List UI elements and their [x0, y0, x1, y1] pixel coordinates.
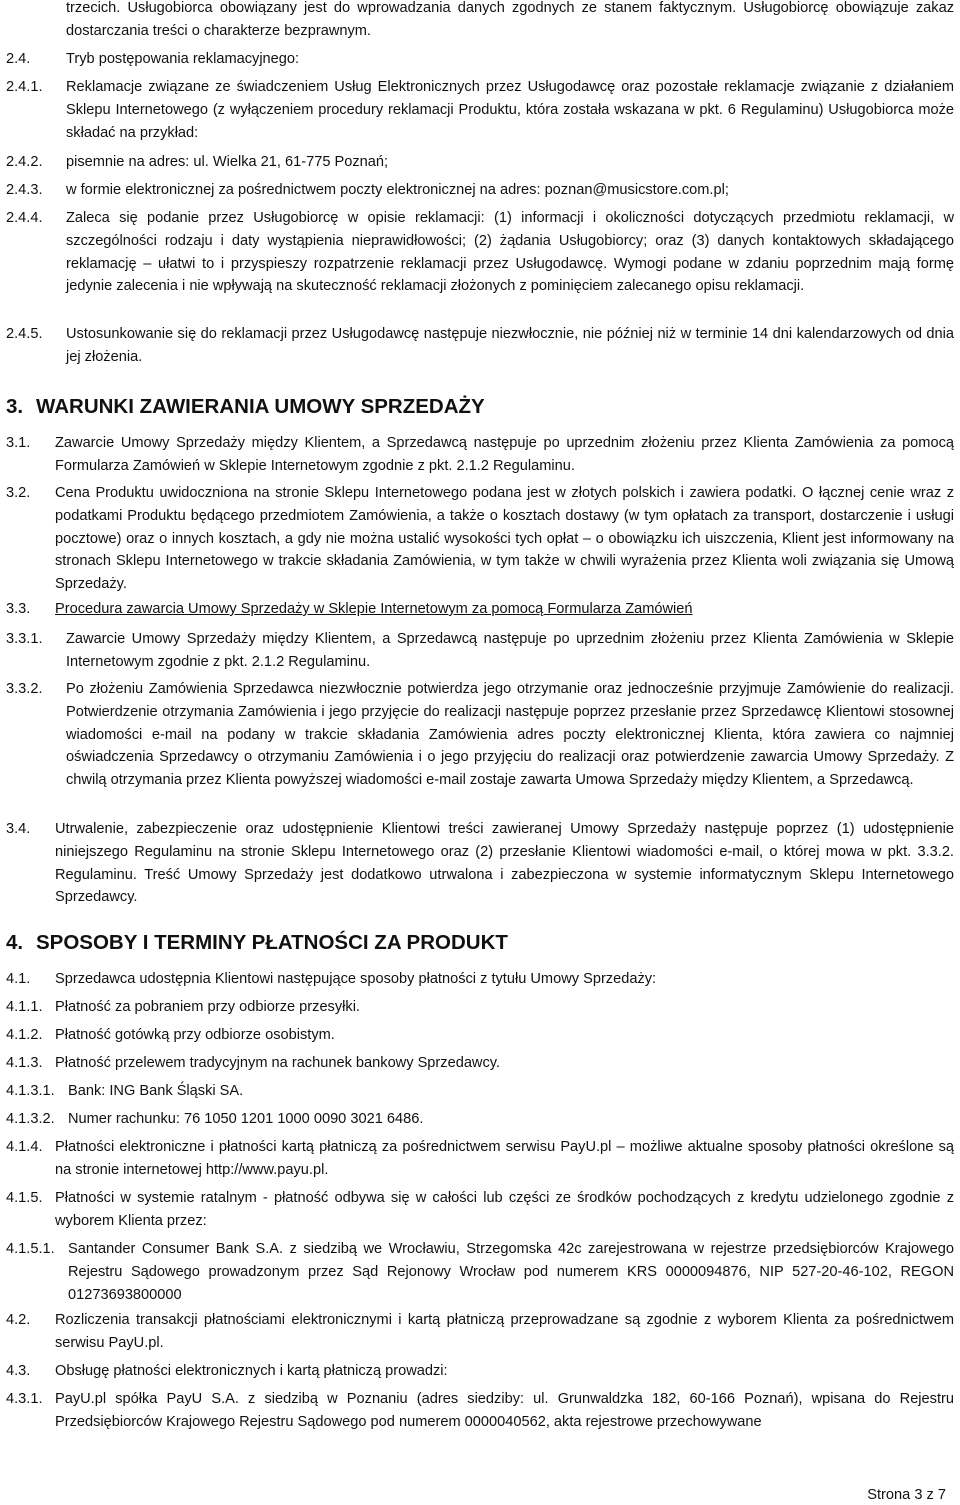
clause-number: 3.3. — [6, 601, 31, 617]
clause-2-4-4 — [0, 207, 960, 298]
clause-number: 4.1.3. — [6, 1055, 43, 1071]
clause-title: Procedura zawarcia Umowy Sprzedaży w Sklepie Internetowym za pomocą Formularza Zamówień — [55, 601, 693, 617]
section-heading-3 — [6, 394, 485, 420]
clause-4-1-2 — [0, 1024, 960, 1047]
clause-4-1-3-2 — [0, 1108, 960, 1131]
clause-4-1-3 — [0, 1052, 960, 1075]
clause-number: 2.4.4. — [6, 210, 43, 226]
clause-text: Obsługę płatności elektronicznych i kartą płatniczą prowadzi: — [55, 1363, 448, 1379]
clause-text: Płatność przelewem tradycyjnym na rachunek bankowy Sprzedawcy. — [55, 1055, 501, 1071]
clause-number: 2.4.5. — [6, 326, 43, 342]
clause-4-3-1 — [0, 1388, 960, 1434]
clause-4-1 — [0, 968, 960, 991]
clause-text: Płatność gotówką przy odbiorze osobistym. — [55, 1027, 335, 1043]
clause-number: 4.2. — [6, 1312, 31, 1328]
clause-text: Zawarcie Umowy Sprzedaży między Klientem, a Sprzedawcą następuje po uprzednim złożeniu przez Klienta Zamówienia za pomocą Formularza Zamówień w Sklepie Internetowym zgodnie z pkt. 2.1.2 Regulaminu. — [55, 435, 954, 474]
clause-3-2 — [0, 482, 960, 596]
clause-number: 4.1.3.1. — [6, 1083, 55, 1099]
clause-number: 2.4. — [6, 51, 31, 67]
clause-3-3-1 — [0, 628, 960, 674]
clause-number: 2.4.3. — [6, 182, 43, 198]
clause-3-1 — [0, 432, 960, 478]
clause-number: 4.1.2. — [6, 1027, 43, 1043]
clause-4-3 — [0, 1360, 960, 1383]
clause-3-4 — [0, 818, 960, 909]
clause-4-1-1 — [0, 996, 960, 1019]
clause-number: 4.1.4. — [6, 1139, 43, 1155]
clause-text: Ustosunkowanie się do reklamacji przez Usługodawcę następuje niezwłocznie, nie później niż w terminie 14 dni kalendarzowych od dnia jej złożenia. — [66, 326, 954, 365]
clause-4-1-5-1 — [0, 1238, 960, 1306]
clause-text: Po złożeniu Zamówienia Sprzedawca niezwłocznie potwierdza jego otrzymanie oraz jednocześnie przyjmuje Zamówienie do realizacji. Potwierdzenie otrzymania Zamówienia i jego przyjęcie do realizacji następuje poprzez przesłanie przez Sprzedawcę Klientowi stosownej wiadomości e-mail na podany w trakcie składania Zamówienia adres poczty elektronicznej Klienta, która zawiera co najmniej oświadczenia Sprzedawcy o otrzymaniu Zamówienia i o jego przyjęciu do realizacji oraz potwierdzenie zawarcia Umowy Sprzedaży. Z chwilą otrzymania przez Klienta powyższej wiadomości e-mail zostaje zawarta Umowa Sprzedaży między Klientem, a Sprzedawcą. — [66, 681, 954, 789]
clause-number: 4.1.3.2. — [6, 1111, 55, 1127]
clause-text: Sprzedawca udostępnia Klientowi następujące sposoby płatności z tytułu Umowy Sprzedaży: — [55, 971, 657, 987]
clause-text: Płatności elektroniczne i płatności kartą płatniczą za pośrednictwem serwisu PayU.pl – możliwe aktualne sposoby płatności określone są na stronie internetowej http://www.payu.pl. — [55, 1139, 954, 1178]
section-title: SPOSOBY I TERMINY PŁATNOŚCI ZA PRODUKT — [36, 931, 508, 954]
section-number: 4. — [6, 931, 24, 954]
clause-number: 4.3. — [6, 1363, 31, 1379]
clause-2-4-3 — [0, 179, 960, 202]
clause-number: 4.1.1. — [6, 999, 43, 1015]
clause-number: 3.3.2. — [6, 681, 43, 697]
clause-text: Zaleca się podanie przez Usługobiorcę w opisie reklamacji: (1) informacji i okoliczności dotyczących przedmiotu reklamacji, w szczególności rodzaju i daty wystąpienia nieprawidłowości; (2) żądania Usługobiorcy; oraz (3) danych kontaktowych składającego reklamację – ułatwi to i przyspieszy rozpatrzenie reklamacji przez Usługodawcę. Wymogi podane w zdaniu poprzednim mają formę jedynie zalecenia i nie wpływają na skuteczność reklamacji złożonych z pominięciem zalecanego opisu reklamacji. — [66, 210, 954, 295]
clause-text: Bank: ING Bank Śląski SA. — [68, 1083, 244, 1099]
clause-text: Numer rachunku: 76 1050 1201 1000 0090 3021 6486. — [68, 1111, 424, 1127]
page-footer — [867, 1485, 946, 1505]
paragraph — [0, 0, 960, 43]
paragraph-text: trzecich. Usługobiorca obowiązany jest do wprowadzania danych zgodnych ze stanem faktycznym. Usługobiorcę obowiązuje zakaz dostarczania treści o charakterze bezprawnym. — [66, 0, 954, 39]
clause-2-4-5 — [0, 323, 960, 369]
clause-number: 4.1. — [6, 971, 31, 987]
clause-text: PayU.pl spółka PayU S.A. z siedzibą w Poznaniu (adres siedziby: ul. Grunwaldzka 182, 60-166 Poznań), wpisana do Rejestru Przedsiębiorców Krajowego Rejestru Sądowego pod numerem 0000040562, akta rejestrowe przechowywane — [55, 1391, 954, 1430]
clause-number: 2.4.2. — [6, 154, 43, 170]
clause-3-3 — [0, 598, 960, 621]
page-of-label: z — [926, 1487, 934, 1503]
clause-3-3-2 — [0, 678, 960, 792]
clause-4-1-5 — [0, 1187, 960, 1233]
section-heading-4 — [6, 930, 508, 956]
clause-text: pisemnie na adres: ul. Wielka 21, 61-775 Poznań; — [66, 154, 389, 170]
clause-text: Tryb postępowania reklamacyjnego: — [66, 51, 300, 67]
clause-number: 3.1. — [6, 435, 31, 451]
clause-number: 4.1.5. — [6, 1190, 43, 1206]
clause-4-1-4 — [0, 1136, 960, 1182]
clause-number: 2.4.1. — [6, 79, 43, 95]
clause-number: 4.3.1. — [6, 1391, 43, 1407]
clause-text: Reklamacje związane ze świadczeniem Usług Elektronicznych przez Usługodawcę oraz pozostałe reklamacje związanie z działaniem Sklepu Internetowego (z wyłączeniem procedury reklamacji Produktu, która została wskazana w pkt. 6 Regulaminu) Usługobiorca może składać na przykład: — [66, 79, 954, 141]
clause-number: 3.3.1. — [6, 631, 43, 647]
clause-4-1-3-1 — [0, 1080, 960, 1103]
clause-text: Utrwalenie, zabezpieczenie oraz udostępnienie Klientowi treści zawieranej Umowy Sprzedaży następuje poprzez (1) udostępnienie niniejszego Regulaminu na stronie Sklepu Internetowego oraz (2) przesłanie Klientowi wiadomości e-mail, o której mowa w pkt. 3.3.2. Regulaminu. Treść Umowy Sprzedaży jest dodatkowo utrwalona i zabezpieczona w systemie informatycznym Sklepu Internetowego Sprzedawcy. — [55, 821, 954, 906]
page-label: Strona — [867, 1487, 911, 1503]
clause-text: Płatność za pobraniem przy odbiorze przesyłki. — [55, 999, 360, 1015]
clause-2-4-2 — [0, 151, 960, 174]
clause-text: Rozliczenia transakcji płatnościami elektronicznymi i kartą płatniczą przeprowadzane są zgodnie z wyborem Klienta za pośrednictwem serwisu PayU.pl. — [55, 1312, 954, 1351]
clause-text: Płatności w systemie ratalnym - płatność odbywa się w całości lub części ze środków pochodzących z kredytu udzielonego zgodnie z wyborem Klienta przez: — [55, 1190, 954, 1229]
clause-2-4-1 — [0, 76, 960, 144]
clause-2-4 — [0, 48, 960, 71]
section-title: WARUNKI ZAWIERANIA UMOWY SPRZEDAŻY — [36, 395, 485, 418]
clause-4-2 — [0, 1309, 960, 1355]
clause-text: Cena Produktu uwidoczniona na stronie Sklepu Internetowego podana jest w złotych polskich i zawiera podatki. O łącznej cenie wraz z podatkami Produktu będącego przedmiotem Zamówienia, a także o kosztach dostawy (w tym opłatach za transport, dostarczenie i usługi pocztowe) oraz o innych kosztach, a gdy nie można ustalić wysokości tych opłat – o obowiązku ich uiszczenia, Klient jest informowany na stronach Sklepu Internetowego w trakcie składania Zamówienia, w tym także w chwili wyrażenia przez Klienta woli związania się Umową Sprzedaży. — [55, 485, 954, 593]
clause-number: 3.4. — [6, 821, 31, 837]
clause-text: Zawarcie Umowy Sprzedaży między Klientem, a Sprzedawcą następuje po uprzednim złożeniu przez Klienta Zamówienia w Sklepie Internetowym zgodnie z pkt. 2.1.2 Regulaminu. — [66, 631, 954, 670]
clause-number: 3.2. — [6, 485, 31, 501]
clause-text: w formie elektronicznej za pośrednictwem poczty elektronicznej na adres: poznan@musicstore.com.pl; — [66, 182, 729, 198]
page-number: 3 — [914, 1487, 923, 1503]
section-number: 3. — [6, 395, 24, 418]
clause-text: Santander Consumer Bank S.A. z siedzibą we Wrocławiu, Strzegomska 42c zarejestrowana w rejestrze przedsiębiorców Krajowego Rejestru Sądowego prowadzonym przez Sąd Rejonowy Wrocław pod numerem KRS 0000094876, NIP 527-20-46-102, REGON 01273693800000 — [68, 1241, 954, 1303]
page-total: 7 — [937, 1487, 946, 1503]
clause-number: 4.1.5.1. — [6, 1241, 55, 1257]
